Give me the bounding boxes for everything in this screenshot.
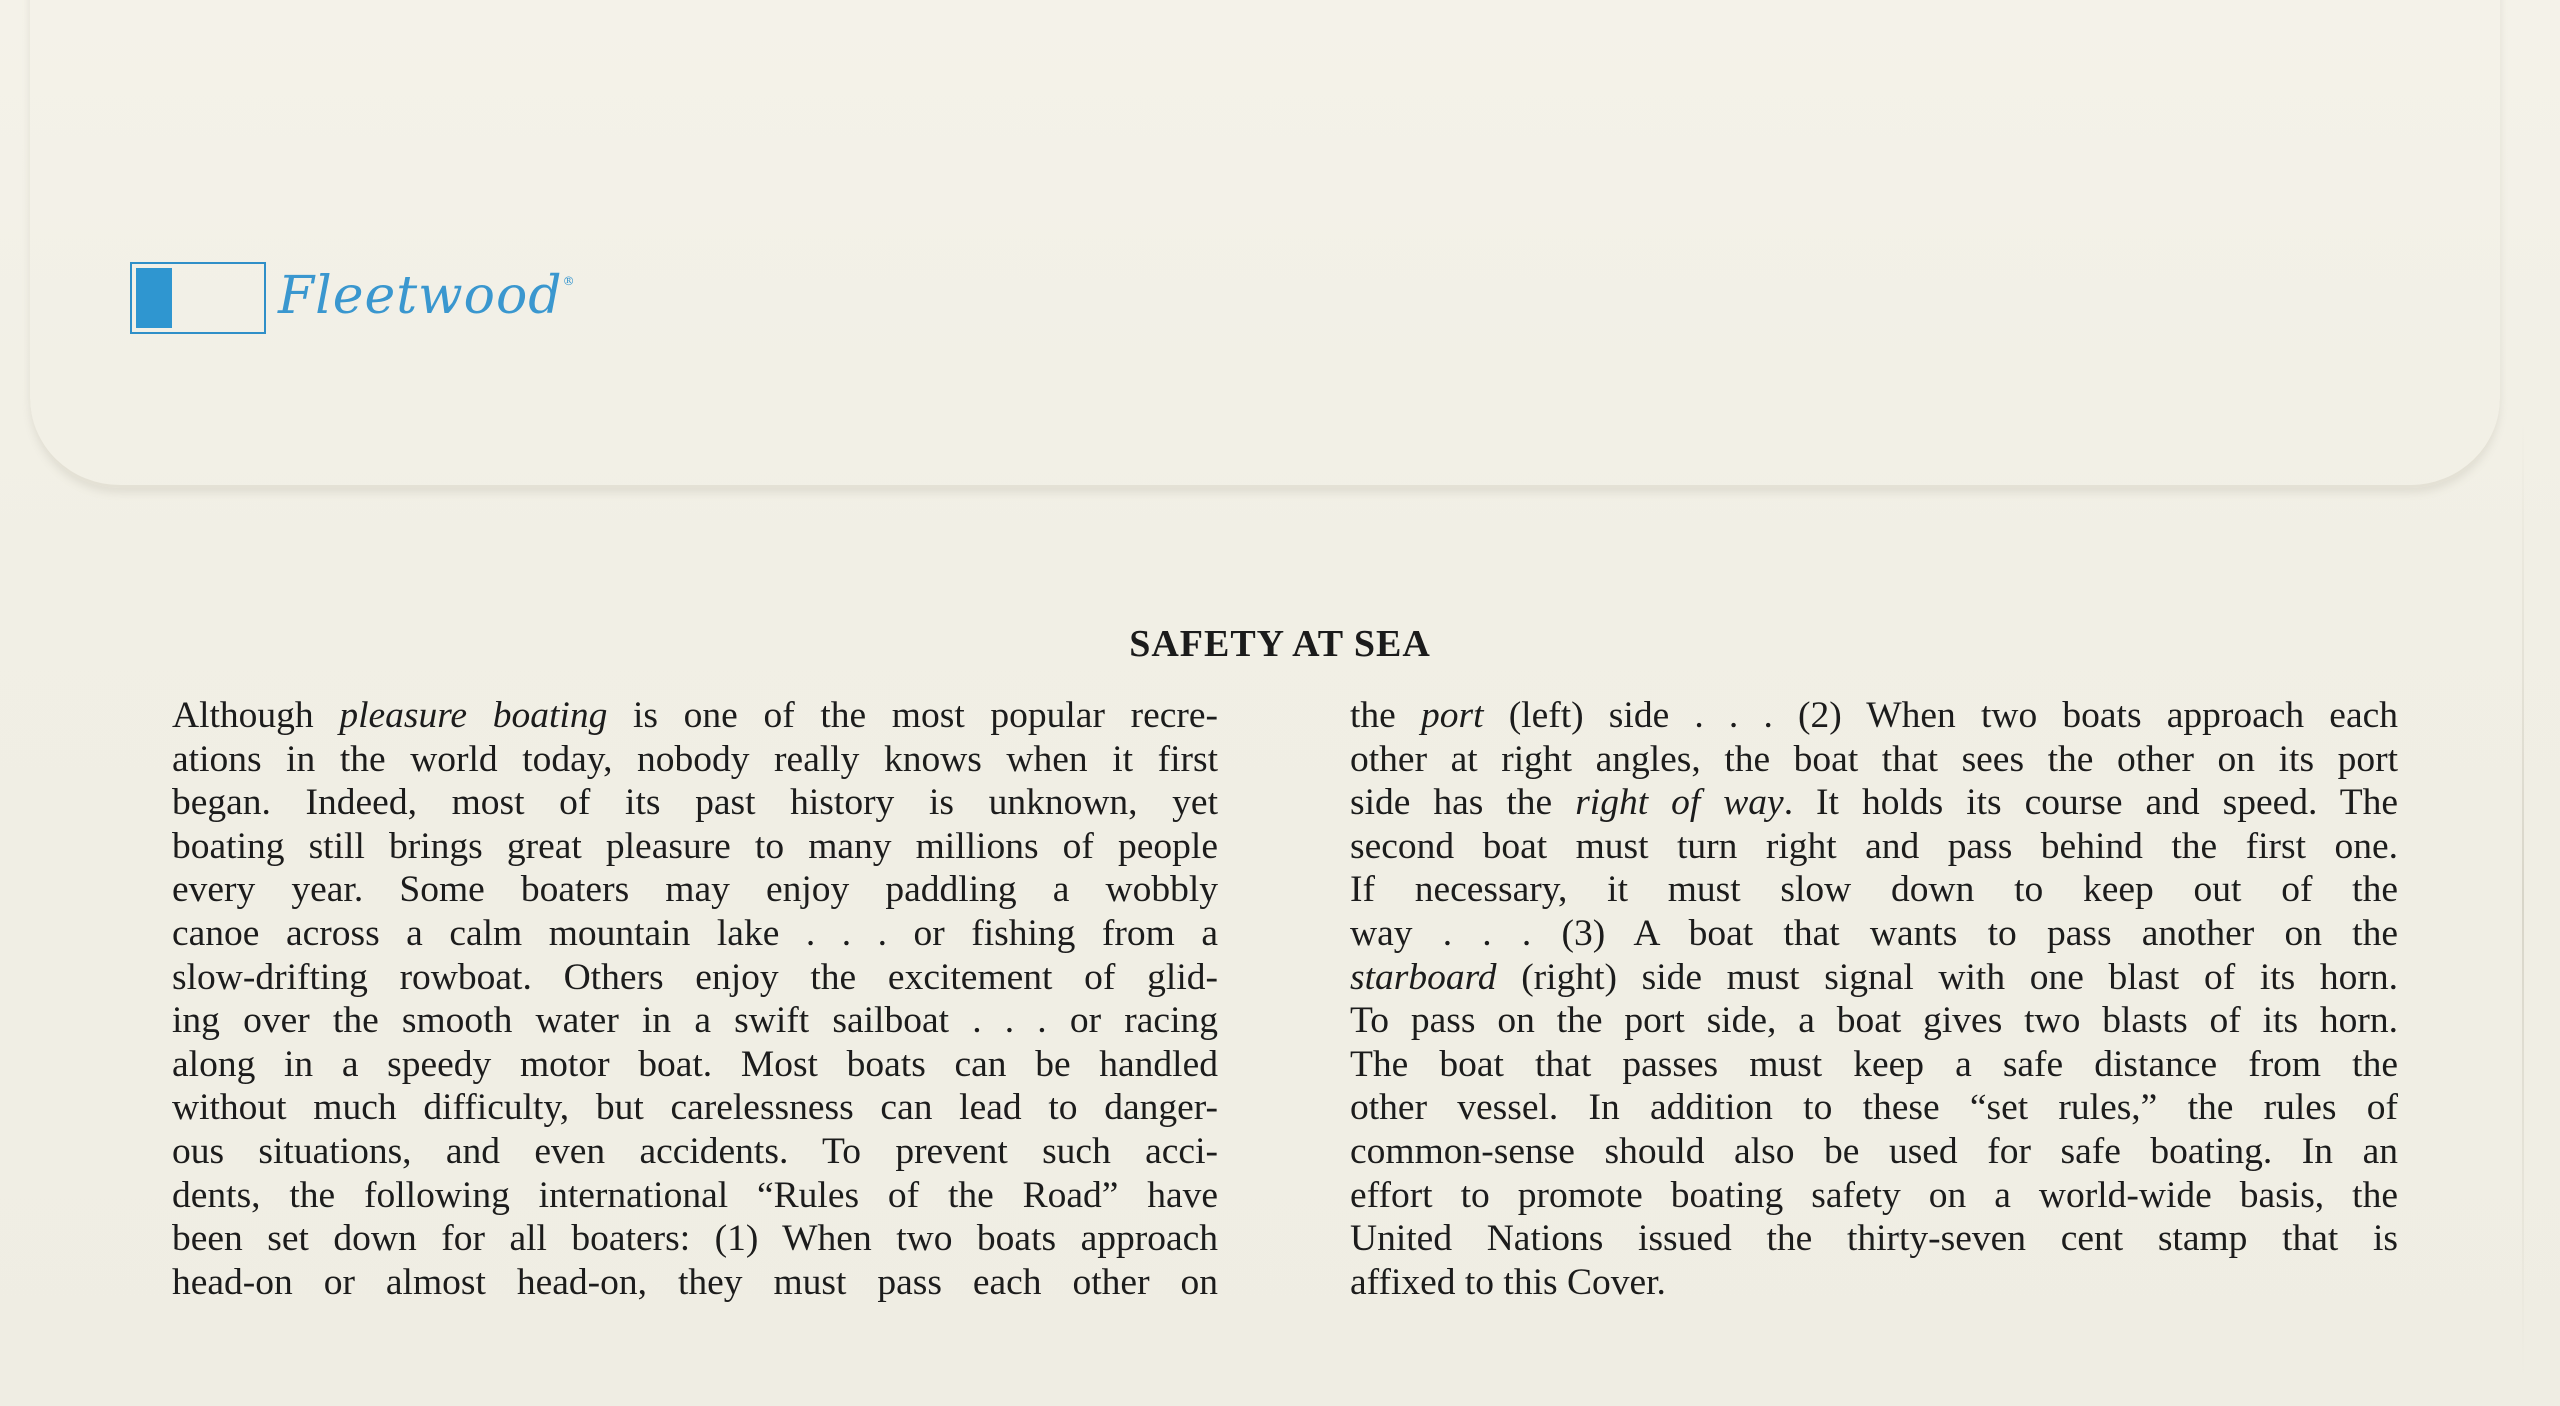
left-text-column — [172, 694, 1218, 1304]
text-segment: ing over the smooth water in a swift sailboat . . . or racing — [172, 1000, 1218, 1042]
text-segment: canoe across a calm mountain lake . . . or fishing from a — [172, 912, 1218, 954]
text-segment: is one of the most popular recre- — [607, 695, 1218, 736]
text-segment: common-sense should also be used for safe boating. In an — [1350, 1130, 2398, 1172]
text-line — [172, 956, 1218, 1000]
text-line — [1350, 1261, 2398, 1305]
text-line — [1350, 868, 2398, 912]
text-segment: second boat must turn right and pass behind the first one. — [1350, 825, 2398, 867]
text-line — [1350, 1043, 2398, 1087]
text-line — [172, 1043, 1218, 1087]
text-segment: slow-drifting rowboat. Others enjoy the excitement of glid- — [172, 956, 1218, 998]
brand-name: Fleetwood — [278, 266, 563, 326]
text-segment: dents, the following international “Rules of the Road” have — [172, 1174, 1218, 1216]
text-segment: effort to promote boating safety on a world-wide basis, the — [1350, 1174, 2398, 1216]
text-line — [172, 999, 1218, 1043]
envelope-side-crease — [2522, 420, 2524, 1380]
text-line — [1350, 1174, 2398, 1218]
text-segment: other at right angles, the boat that sees the other on its port — [1350, 738, 2398, 780]
logo-blue-bar — [136, 268, 172, 328]
text-segment: began. Indeed, most of its past history is unknown, yet — [172, 782, 1218, 824]
fleetwood-logo-icon — [130, 262, 266, 334]
text-segment: To pass on the port side, a boat gives two blasts of its horn. — [1350, 1000, 2398, 1042]
text-line — [172, 781, 1218, 825]
text-segment: . It holds its course and speed. The — [1783, 782, 2398, 824]
text-line — [1350, 694, 2398, 738]
trademark-symbol: ® — [562, 273, 576, 288]
text-line — [1350, 738, 2398, 782]
text-line — [172, 1130, 1218, 1174]
italic-term: right of way — [1575, 782, 1784, 824]
text-segment: ous situations, and even accidents. To prevent such acci- — [172, 1130, 1218, 1172]
text-line — [1350, 825, 2398, 869]
article-title: SAFETY AT SEA — [1129, 623, 1431, 665]
text-segment: way . . . (3) A boat that wants to pass another on the — [1350, 912, 2398, 954]
text-line — [172, 825, 1218, 869]
text-line — [1350, 1130, 2398, 1174]
text-segment: (left) side . . . (2) When two boats approach each — [1483, 695, 2398, 736]
text-segment: without much difficulty, but carelessness can lead to danger- — [172, 1087, 1218, 1129]
envelope-flap — [30, 0, 2500, 488]
text-segment: ations in the world today, nobody really knows when it first — [172, 738, 1218, 780]
text-line — [172, 868, 1218, 912]
text-line — [1350, 781, 2398, 825]
text-segment: every year. Some boaters may enjoy paddling a wobbly — [172, 869, 1218, 911]
italic-term: pleasure boating — [339, 695, 608, 736]
text-line — [1350, 1086, 2398, 1130]
text-segment: the — [1350, 695, 1421, 736]
text-segment: along in a speedy motor boat. Most boats can be handled — [172, 1043, 1218, 1085]
text-segment: If necessary, it must slow down to keep out of the — [1350, 869, 2398, 911]
text-line — [1350, 999, 2398, 1043]
text-line — [1350, 1217, 2398, 1261]
logo-wordmark — [278, 266, 576, 326]
text-line — [172, 694, 1218, 738]
italic-term: port — [1421, 695, 1484, 736]
text-line — [1350, 912, 2398, 956]
fleetwood-logo — [130, 262, 576, 334]
text-line — [172, 1261, 1218, 1305]
text-line — [172, 912, 1218, 956]
text-segment: (right) side must signal with one blast of its horn. — [1496, 956, 2398, 998]
text-segment: side has the — [1350, 782, 1576, 824]
text-line — [172, 1086, 1218, 1130]
text-segment: head-on or almost head-on, they must pass each other on — [172, 1261, 1218, 1303]
text-line — [172, 1217, 1218, 1261]
text-line — [172, 1174, 1218, 1218]
text-segment: The boat that passes must keep a safe distance from the — [1350, 1043, 2398, 1085]
italic-term: starboard — [1350, 956, 1497, 998]
text-segment: affixed to this Cover. — [1350, 1261, 1666, 1303]
text-line — [1350, 956, 2398, 1000]
text-segment: other vessel. In addition to these “set rules,” the rules of — [1350, 1087, 2398, 1129]
text-segment: been set down for all boaters: (1) When two boats approach — [172, 1218, 1218, 1260]
right-text-column — [1350, 694, 2398, 1304]
text-segment: United Nations issued the thirty-seven cent stamp that is — [1350, 1218, 2398, 1260]
text-segment: boating still brings great pleasure to many millions of people — [172, 825, 1218, 867]
text-segment: Although — [172, 695, 340, 736]
text-line — [172, 738, 1218, 782]
